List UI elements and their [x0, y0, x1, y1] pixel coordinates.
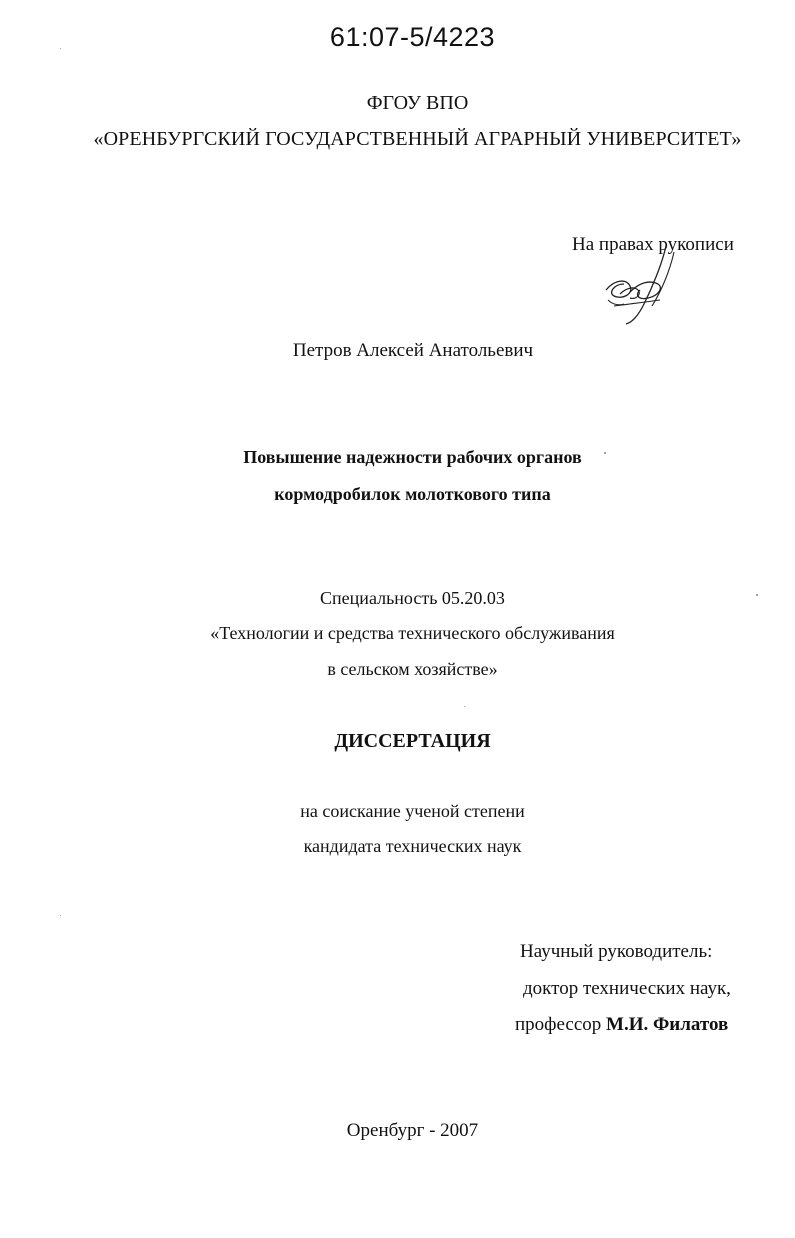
dissertation-title-line-1: Повышение надежности рабочих органов: [243, 447, 582, 467]
scan-speck: [604, 452, 606, 454]
city-year: Оренбург - 2007: [346, 1120, 479, 1141]
university-name: «ОРЕНБУРГСКИЙ ГОСУДАРСТВЕННЫЙ АГРАРНЫЙ УНИВЕРСИТЕТ»: [93, 128, 742, 150]
handwritten-signature: [600, 244, 680, 328]
specialty-name-line-2: в сельском хозяйстве»: [327, 659, 498, 679]
scan-speck: [756, 594, 758, 596]
document-type-heading: ДИССЕРТАЦИЯ: [334, 730, 491, 752]
catalog-number: 61:07-5/4223: [329, 22, 496, 52]
supervisor-label: Научный руководитель:: [520, 941, 713, 962]
supervisor-rank: профессор: [515, 1014, 602, 1035]
rights-note: На правах рукописи: [572, 234, 734, 255]
scan-speck: [60, 915, 61, 916]
degree-line-1: на соискание ученой степени: [300, 801, 525, 821]
dissertation-title-line-2: кормодробилок молоткового типа: [274, 484, 551, 504]
supervisor-name: М.И. Филатов: [606, 1014, 729, 1035]
specialty-name-line-1: «Технологии и средства технического обслуживания: [210, 623, 615, 643]
scan-speck: [464, 706, 465, 707]
supervisor-degree: доктор технических наук,: [523, 978, 731, 999]
author-name: Петров Алексей Анатольевич: [292, 340, 534, 361]
specialty-code: Специальность 05.20.03: [320, 588, 505, 608]
scan-speck: [60, 48, 61, 49]
supervisor-name-row: [515, 1014, 728, 1036]
degree-line-2: кандидата технических наук: [303, 836, 522, 856]
organization-abbreviation: ФГОУ ВПО: [366, 92, 469, 114]
